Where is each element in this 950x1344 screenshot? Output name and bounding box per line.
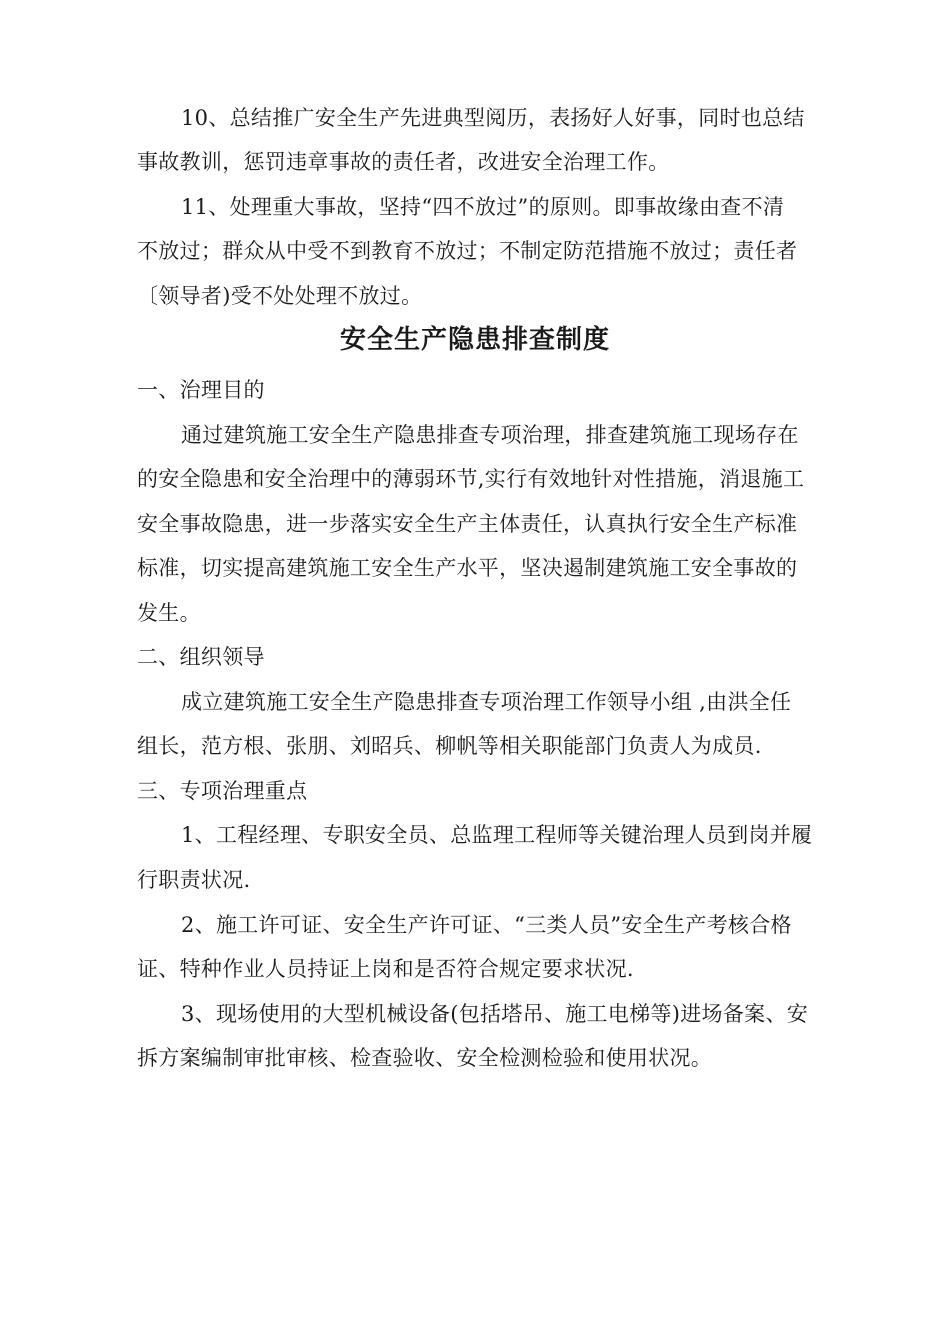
paragraph-10-line-2: 事故教训，惩罚违章事故的责任者，改进安全治理工作。 — [137, 150, 670, 174]
section-3-item-2-line-2: 证、特种作业人员持证上岗和是否符合规定要求状况. — [137, 957, 634, 981]
section-3-item-3-line-2: 拆方案编制审批审核、检查验收、安全检测检验和使用状况。 — [137, 1046, 713, 1070]
paragraph-11-line-3: 〔领导者)受不处处理不放过。 — [137, 284, 423, 308]
section-1-line-4: 标准，切实提高建筑施工安全生产水平，坚决遏制建筑施工安全事故的 — [137, 556, 798, 580]
section-3-item-1-line-2: 行职责状况. — [137, 868, 251, 892]
paragraph-10-line-1: 10、总结推广安全生产先进典型阅历，表扬好人好事，同时也总结 — [181, 106, 805, 130]
section-2-line-2: 组长，范方根、张朋、刘昭兵、柳帆等相关职能部门负责人为成员. — [137, 734, 762, 758]
paragraph-11-line-1: 11、处理重大事故，坚持“四不放过”的原则。即事故缘由查不清 — [181, 195, 785, 219]
section-3-item-1-line-1: 1、工程经理、专职安全员、总监理工程师等关键治理人员到岗并履 — [181, 823, 813, 847]
section-3-item-3-line-1: 3、现场使用的大型机械设备(包括塔吊、施工电梯等)进场备案、安 — [181, 1002, 809, 1026]
section-3-heading: 三、专项治理重点 — [137, 779, 308, 803]
section-1-heading: 一、治理目的 — [137, 378, 265, 402]
document-title: 安全生产隐患排查制度 — [339, 325, 610, 355]
section-2-line-1: 成立建筑施工安全生产隐患排查专项治理工作领导小组 ,由洪全任 — [181, 690, 792, 714]
section-1-line-5: 发生。 — [137, 601, 201, 625]
section-3-item-2-line-1: 2、施工许可证、安全生产许可证、“三类人员”安全生产考核合格 — [181, 913, 792, 937]
paragraph-11-line-2: 不放过；群众从中受不到教育不放过；不制定防范措施不放过；责任者 — [137, 239, 798, 263]
section-1-line-3: 安全事故隐患，进一步落实安全生产主体责任，认真执行安全生产标准 — [137, 512, 798, 536]
section-1-line-1: 通过建筑施工安全生产隐患排查专项治理，排查建筑施工现场存在 — [181, 423, 799, 447]
section-1-line-2: 的安全隐患和安全治理中的薄弱环节,实行有效地针对性措施，消退施工 — [137, 467, 805, 491]
section-2-heading: 二、组织领导 — [137, 645, 265, 669]
